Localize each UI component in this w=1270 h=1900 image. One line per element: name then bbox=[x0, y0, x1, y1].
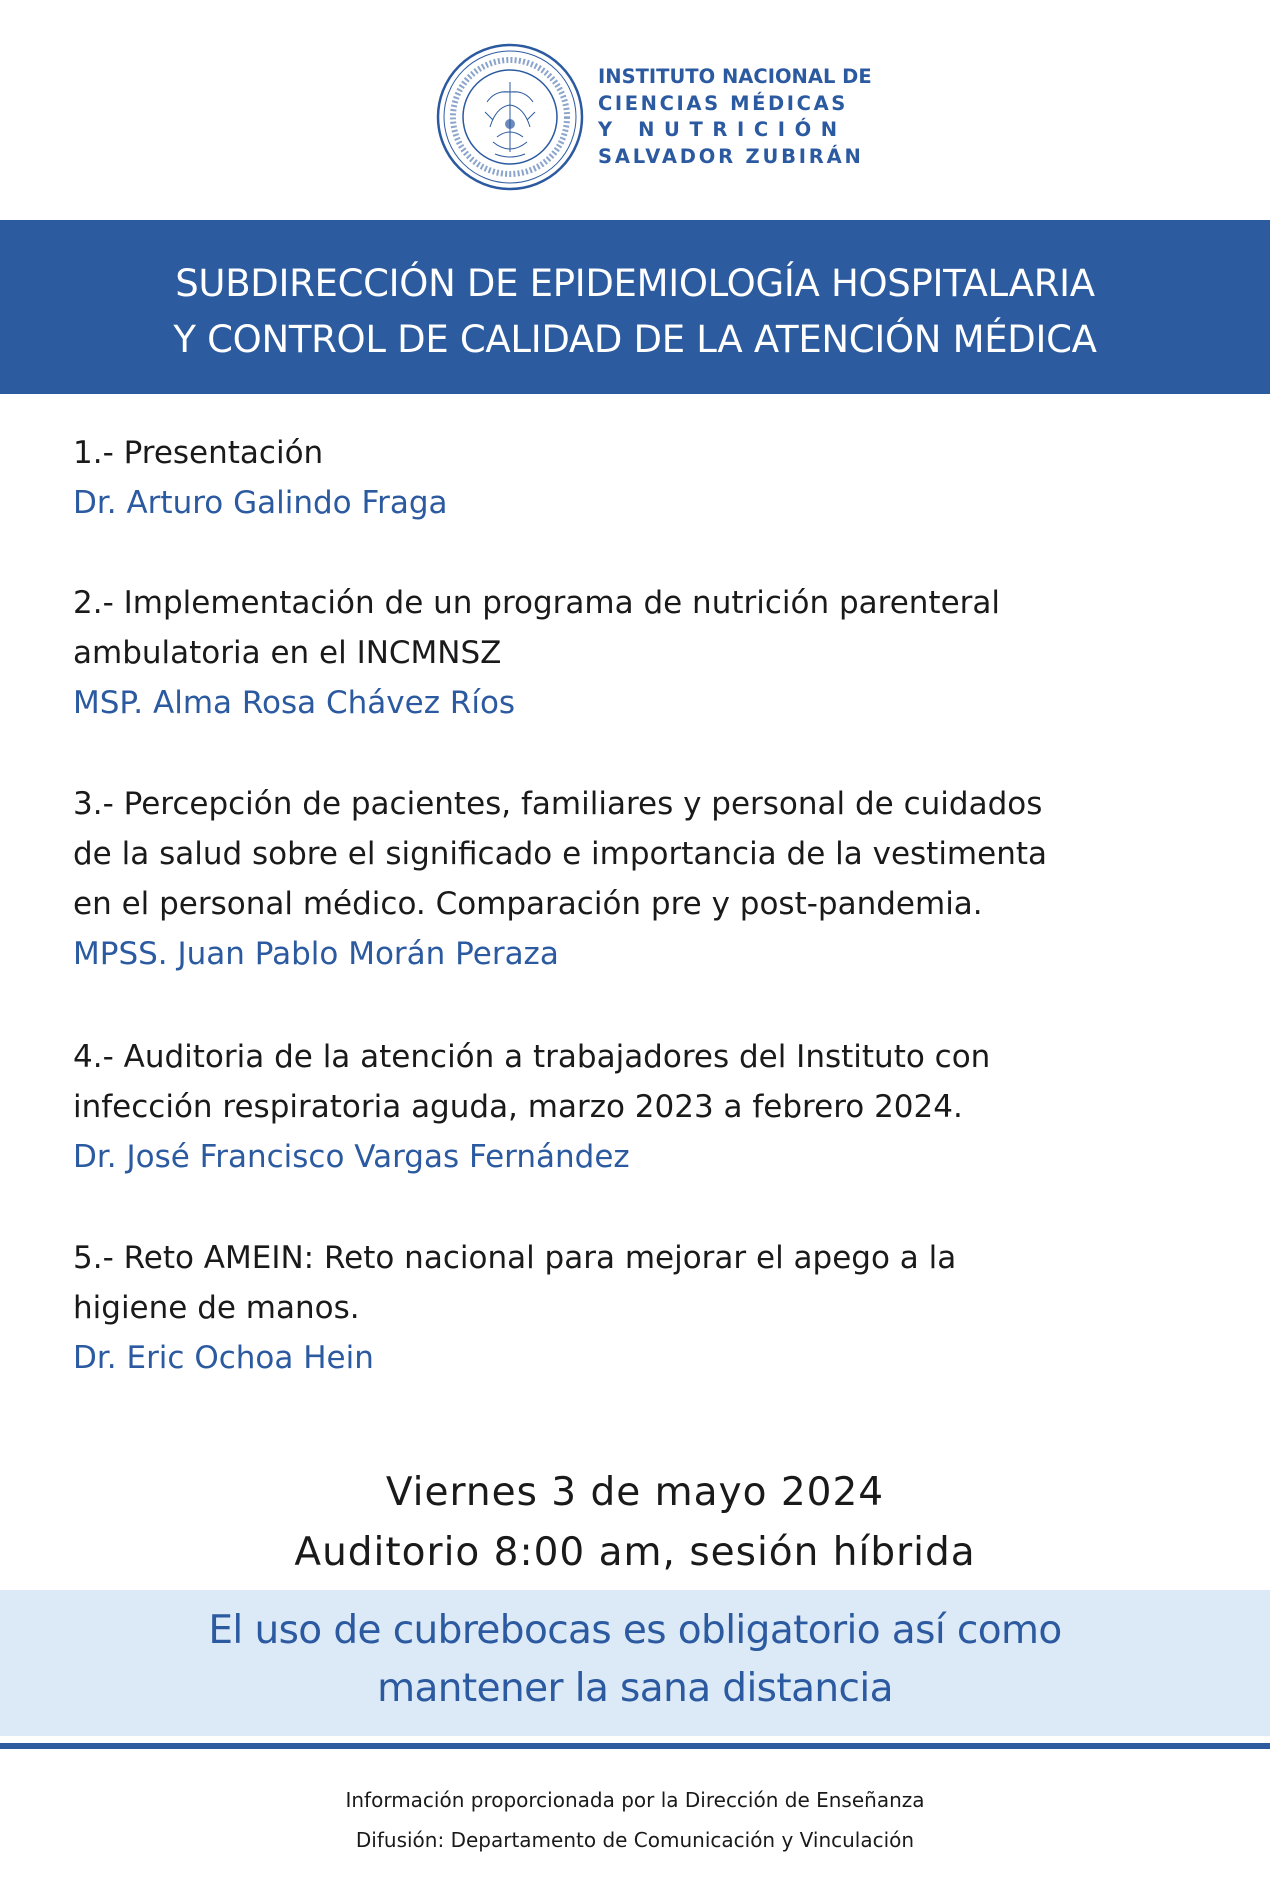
notice-line-2: mantener la sana distancia bbox=[377, 1666, 893, 1711]
agenda-item bbox=[73, 578, 1213, 728]
agenda-item bbox=[73, 1032, 1213, 1182]
institute-name-line: SALVADOR ZUBIRÁN bbox=[598, 144, 864, 168]
agenda-topic: infección respiratoria aguda, marzo 2023 a febrero 2024. bbox=[73, 1089, 963, 1125]
agenda-topic: higiene de manos. bbox=[73, 1290, 360, 1326]
agenda-topic: 4.- Auditoria de la atención a trabajadores del Instituto con bbox=[73, 1039, 991, 1075]
agenda-topic: de la salud sobre el significado e importancia de la vestimenta bbox=[73, 836, 1048, 872]
agenda-topic: 3.- Percepción de pacientes, familiares y personal de cuidados bbox=[73, 786, 1043, 822]
agenda-item bbox=[73, 779, 1213, 979]
title-banner bbox=[0, 220, 1270, 394]
mask-notice-banner bbox=[0, 1590, 1270, 1736]
page-title-line-1: SUBDIRECCIÓN DE EPIDEMIOLOGÍA HOSPITALARIA bbox=[175, 262, 1095, 305]
footer-diffusion: Difusión: Departamento de Comunicación y Vinculación bbox=[355, 1828, 915, 1852]
event-date: Viernes 3 de mayo 2024 bbox=[385, 1470, 885, 1515]
institute-seal-icon bbox=[435, 42, 585, 192]
agenda-topic: 2.- Implementación de un programa de nutrición parenteral bbox=[73, 585, 1001, 621]
agenda-topic: en el personal médico. Comparación pre y post-pandemia. bbox=[73, 886, 983, 922]
institute-name-line: INSTITUTO NACIONAL DE bbox=[598, 65, 872, 88]
agenda-speaker: Dr. José Francisco Vargas Fernández bbox=[73, 1139, 630, 1175]
footer-info: Información proporcionada por la Dirección de Enseñanza bbox=[345, 1788, 925, 1812]
agenda-speaker: MPSS. Juan Pablo Morán Peraza bbox=[73, 936, 559, 972]
agenda-speaker: Dr. Arturo Galindo Fraga bbox=[73, 485, 448, 521]
institute-name-line: CIENCIAS MÉDICAS bbox=[598, 91, 848, 115]
agenda-topic: ambulatoria en el INCMNSZ bbox=[73, 635, 502, 671]
agenda-speaker: Dr. Eric Ochoa Hein bbox=[73, 1340, 374, 1376]
agenda-item bbox=[73, 1233, 1213, 1383]
agenda-topic: 5.- Reto AMEIN: Reto nacional para mejorar el apego a la bbox=[73, 1240, 957, 1276]
agenda-speaker: MSP. Alma Rosa Chávez Ríos bbox=[73, 685, 516, 721]
agenda-topic: 1.- Presentación bbox=[73, 435, 324, 471]
event-place: Auditorio 8:00 am, sesión híbrida bbox=[294, 1530, 976, 1575]
institute-name-line: Y NUTRICIÓN bbox=[598, 118, 847, 141]
divider bbox=[0, 1743, 1270, 1749]
agenda-item bbox=[73, 428, 1213, 528]
institute-name bbox=[598, 64, 872, 170]
institute-header bbox=[0, 0, 1270, 218]
notice-line-1: El uso de cubrebocas es obligatorio así como bbox=[208, 1608, 1062, 1653]
page-title-line-2: Y CONTROL DE CALIDAD DE LA ATENCIÓN MÉDICA bbox=[173, 318, 1097, 361]
